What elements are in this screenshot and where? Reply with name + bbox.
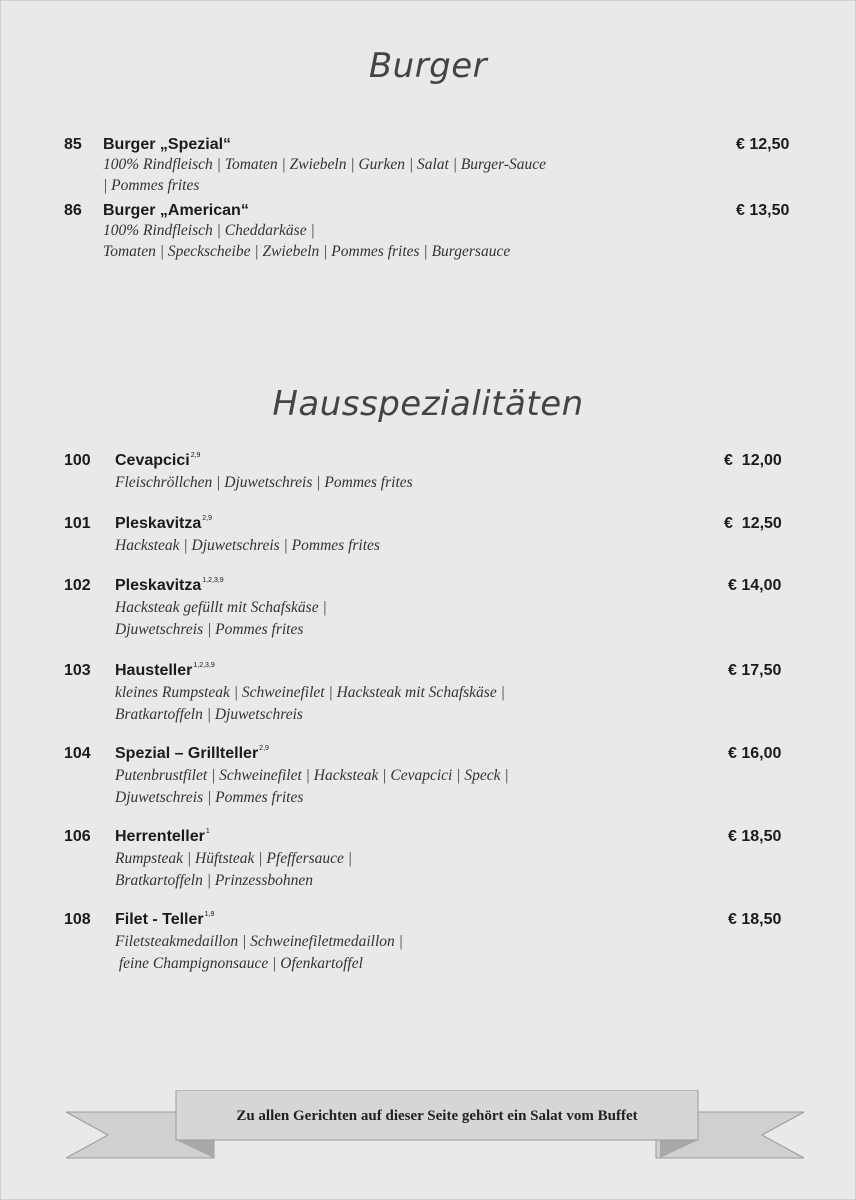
allergen-codes: 2,9: [190, 452, 201, 459]
item-desc-line: Fleischröllchen | Djuwetschreis | Pommes frites: [115, 474, 413, 491]
item-name: Burger „Spezial“: [103, 136, 232, 153]
item-name: [115, 745, 269, 763]
item-name: [115, 911, 214, 929]
section-title-hausspezialitaeten: Hausspezialitäten: [272, 384, 584, 424]
item-desc-line: Hacksteak | Djuwetschreis | Pommes frites: [115, 537, 380, 554]
item-price: € 16,00: [728, 745, 782, 762]
item-name-text: Spezial – Grillteller: [115, 745, 259, 762]
item-desc-line: Hacksteak gefüllt mit Schafskäse |: [115, 599, 327, 616]
item-desc-line: 100% Rindfleisch | Tomaten | Zwiebeln | Gurken | Salat | Burger-Sauce: [103, 156, 547, 173]
item-name: [115, 515, 212, 533]
item-name-text: Filet - Teller: [115, 911, 204, 928]
item-desc-line: Bratkartoffeln | Djuwetschreis: [115, 706, 303, 723]
ribbon-banner: [66, 1090, 804, 1160]
item-desc-line: kleines Rumpsteak | Schweinefilet | Hacksteak mit Schafskäse |: [115, 684, 505, 701]
item-desc-line: Putenbrustfilet | Schweinefilet | Hacksteak | Cevapcici | Speck |: [115, 767, 509, 784]
item-desc-line: 100% Rindfleisch | Cheddarkäse |: [103, 222, 315, 239]
item-price: € 14,00: [728, 577, 782, 594]
item-price: € 12,00: [724, 452, 782, 469]
item-price: € 12,50: [736, 136, 790, 153]
item-name-text: Herrenteller: [115, 828, 205, 845]
banner-text: Zu allen Gerichten auf dieser Seite gehört ein Salat vom Buffet: [236, 1108, 638, 1124]
item-number: 85: [64, 136, 82, 153]
item-desc-line: Tomaten | Speckscheibe | Zwiebeln | Pommes frites | Burgersauce: [103, 243, 511, 260]
item-price: € 18,50: [728, 911, 782, 928]
allergen-codes: 1,2,3,9: [193, 662, 215, 669]
item-number: 101: [64, 515, 91, 532]
item-name: [115, 828, 210, 846]
allergen-codes: 1,9: [204, 911, 215, 918]
item-number: 86: [64, 202, 82, 219]
item-name-text: Hausteller: [115, 662, 193, 679]
item-desc-line: | Pommes frites: [103, 177, 200, 194]
item-desc-line: Rumpsteak | Hüftsteak | Pfeffersauce |: [115, 850, 353, 867]
item-number: 103: [64, 662, 91, 679]
item-name: [115, 577, 224, 595]
item-name-text: Pleskavitza: [115, 577, 202, 594]
item-price: € 17,50: [728, 662, 782, 679]
item-desc-line: Djuwetschreis | Pommes frites: [115, 789, 304, 806]
item-name: [115, 452, 200, 470]
item-desc-line: Djuwetschreis | Pommes frites: [115, 621, 304, 638]
item-number: 100: [64, 452, 91, 469]
item-name-text: Pleskavitza: [115, 515, 202, 532]
allergen-codes: 1,2,3,9: [202, 577, 224, 584]
item-number: 108: [64, 911, 91, 928]
item-name-text: Cevapcici: [115, 452, 190, 469]
item-number: 102: [64, 577, 91, 594]
section-title-burger: Burger: [368, 46, 488, 86]
allergen-codes: 1: [205, 828, 210, 835]
item-price: € 18,50: [728, 828, 782, 845]
item-name: [115, 662, 215, 680]
item-price: € 12,50: [724, 515, 782, 532]
item-desc-line: feine Champignonsauce | Ofenkartoffel: [115, 955, 363, 972]
allergen-codes: 2,9: [202, 515, 213, 522]
item-name: Burger „American“: [103, 202, 249, 219]
item-desc-line: Filetsteakmedaillon | Schweinefiletmedaillon |: [115, 933, 403, 950]
allergen-codes: 2,9: [259, 745, 269, 752]
item-desc-line: Bratkartoffeln | Prinzessbohnen: [115, 872, 313, 889]
item-price: € 13,50: [736, 202, 790, 219]
item-number: 104: [64, 745, 91, 762]
item-number: 106: [64, 828, 91, 845]
